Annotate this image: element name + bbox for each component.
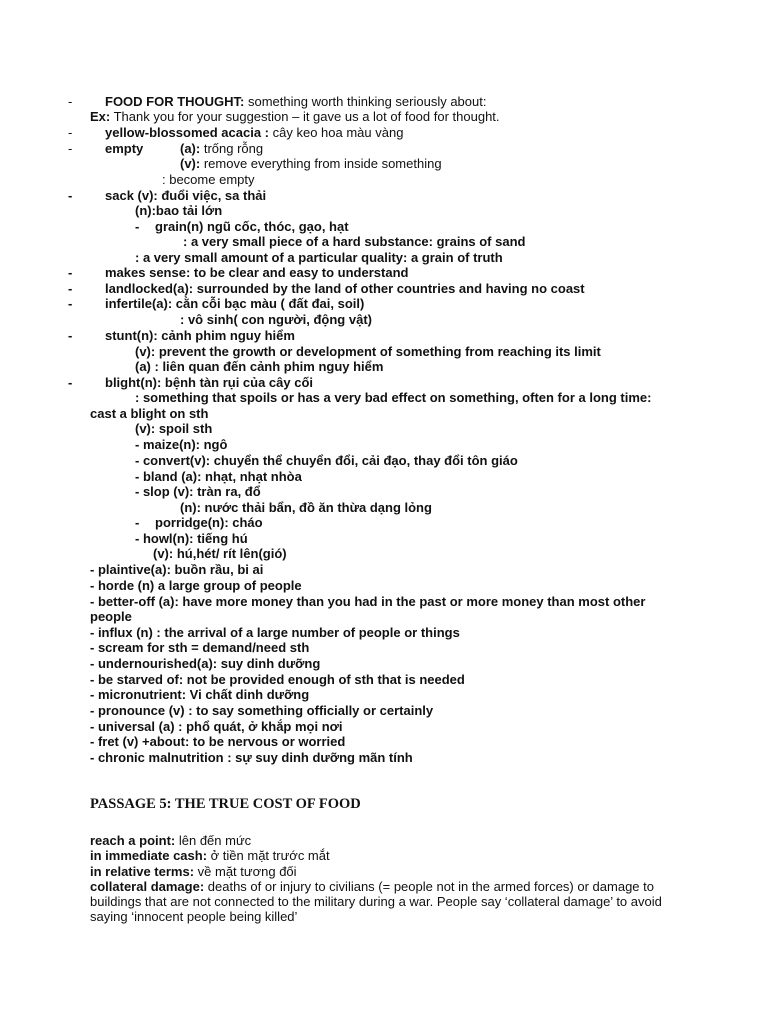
bullet-dash: - [68,375,73,390]
passage-title: PASSAGE 5: THE TRUE COST OF FOOD [90,796,361,812]
term: infertile(a): cằn cỗi bạc màu ( đất đai, soil) [105,296,365,311]
entry-plaintive: - plaintive(a): buồn rầu, bi ai [90,562,264,577]
bullet-dash: - [68,281,73,296]
entry-blight-def-cont: cast a blight on sth [90,406,209,421]
term: in immediate cash: [90,848,208,863]
entry-infertile-def2: : vô sinh( con người, động vật) [180,312,372,327]
entry-slop-noun: (n): nước thải bẩn, đồ ăn thừa dạng lỏng [180,500,432,515]
entry-maize: - maize(n): ngô [135,437,228,452]
term: sack (v): đuổi việc, sa thải [105,188,267,203]
passage-entry-immediate-cash [90,848,330,863]
term: reach a point: [90,833,176,848]
term: blight(n): bệnh tàn rụi của cây cối [105,375,314,390]
entry-micronutrient: - micronutrient: Vi chất dinh dưỡng [90,687,310,702]
passage-entry-relative-terms [90,864,297,879]
example-line [90,109,500,124]
bullet-dash: - [68,141,73,156]
bullet-dash: - [68,94,73,109]
entry-undernourished: - undernourished(a): suy dinh dưỡng [90,656,321,671]
definition: trống rỗng [200,141,264,156]
definition: lên đến mức [175,833,252,848]
term: in relative terms: [90,864,195,879]
definition: về mặt tương đối [194,864,297,879]
term: collateral damage: [90,879,205,894]
definition: cây keo hoa màu vàng [269,125,404,140]
example-label: Ex: [90,109,111,124]
entry-horde: - horde (n) a large group of people [90,578,302,593]
entry-fret: - fret (v) +about: to be nervous or worried [90,734,346,749]
entry-universal: - universal (a) : phổ quát, ở khắp mọi nơi [90,719,343,734]
term: yellow-blossomed acacia : [105,125,270,140]
part-of-speech: (a): [180,141,201,156]
entry-convert: - convert(v): chuyển thể chuyển đổi, cải đạo, thay đổi tôn giáo [135,453,518,468]
entry-stunt-adj: (a) : liên quan đến cảnh phim nguy hiểm [135,359,384,374]
term: stunt(n): cảnh phim nguy hiểm [105,328,295,343]
bullet-dash: - [68,265,73,280]
entry-better-off-cont: people [90,609,132,624]
term: landlocked(a): surrounded by the land of other countries and having no coast [105,281,585,296]
term: grain(n) ngũ cốc, thóc, gạo, hạt [155,219,349,234]
passage-entry-collateral-damage [90,879,670,924]
term: empty [105,141,144,156]
definition: something worth thinking seriously about: [244,94,487,109]
entry-slop: - slop (v): tràn ra, đổ [135,484,261,499]
entry-grain-def2: : a very small amount of a particular quality: a grain of truth [135,250,503,265]
term: makes sense: to be clear and easy to understand [105,265,409,280]
entry-influx: - influx (n) : the arrival of a large number of people or things [90,625,460,640]
bullet-dash: - [68,328,73,343]
entry-blight-def: : something that spoils or has a very bad effect on something, often for a long time: [135,390,652,405]
bullet-dash: - [68,188,73,203]
entry-scream-for: - scream for sth = demand/need sth [90,640,310,655]
definition: : become empty [162,172,255,187]
bullet-dash: - [68,296,73,311]
entry-howl-verb: (v): hú,hét/ rít lên(gió) [153,546,287,561]
example-text: Thank you for your suggestion – it gave us a lot of food for thought. [110,109,500,124]
entry-chronic-malnutrition: - chronic malnutrition : sự suy dinh dưỡng mãn tính [90,750,413,765]
part-of-speech: (v): [180,156,201,171]
definition: ở tiền mặt trước mắt [207,848,330,863]
definition: deaths of or injury to civilians (= people not in the armed forces) or damage to buildings that are not connected to the military during a war. People say ‘collateral damage’ to avoid saying ‘innocent people being killed’ [90,879,662,924]
entry-empty-verb [180,156,442,171]
entry-pronounce: - pronounce (v) : to say something officially or certainly [90,703,434,718]
bullet-dash: - [135,515,140,530]
definition: remove everything from inside something [200,156,442,171]
bullet-dash: - [135,219,140,234]
entry-stunt-verb: (v): prevent the growth or development of something from reaching its limit [135,344,601,359]
bullet-dash: - [68,125,73,140]
entry-howl: - howl(n): tiếng hú [135,531,248,546]
entry-better-off: - better-off (a): have more money than you had in the past or more money than most other [90,594,646,609]
term: FOOD FOR THOUGHT: [105,94,245,109]
passage-entry-reach-a-point [90,833,251,848]
entry-grain-def1: : a very small piece of a hard substance: grains of sand [183,234,526,249]
entry-blight-verb: (v): spoil sth [135,421,213,436]
entry-sack-noun: (n):bao tải lớn [135,203,223,218]
entry-empty-become [162,172,255,187]
entry-be-starved-of: - be starved of: not be provided enough of sth that is needed [90,672,465,687]
entry-bland: - bland (a): nhạt, nhạt nhòa [135,469,302,484]
term: porridge(n): cháo [155,515,263,530]
